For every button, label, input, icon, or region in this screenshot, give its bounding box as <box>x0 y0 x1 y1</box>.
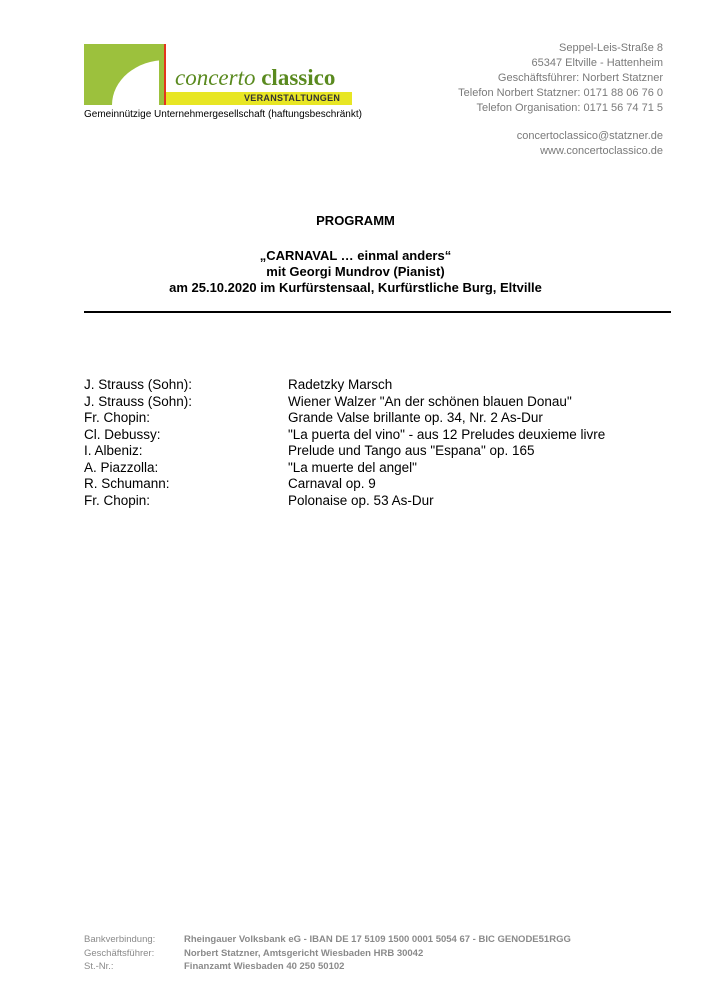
footer <box>84 933 571 974</box>
piece: Wiener Walzer "An der schönen blauen Donau" <box>288 393 572 409</box>
logo-wordmark <box>175 66 335 89</box>
event-title <box>0 248 711 296</box>
event-title-line-2: mit Georgi Mundrov (Pianist) <box>266 264 445 279</box>
program-item <box>84 460 605 477</box>
piece: Radetzky Marsch <box>288 377 393 392</box>
footer-row <box>84 933 571 947</box>
event-title-line-3: am 25.10.2020 im Kurfürstensaal, Kurfürstliche Burg, Eltville <box>169 280 542 295</box>
program-heading: PROGRAMM <box>316 213 395 228</box>
piece: "La muerte del angel" <box>288 459 417 475</box>
logo-subtitle: VERANSTALTUNGEN <box>244 93 341 103</box>
program-item <box>84 377 605 394</box>
composer: A. Piazzolla: <box>84 459 159 475</box>
footer-label: Bankverbindung: <box>84 934 156 945</box>
footer-label: Geschäftsführer: <box>84 947 155 959</box>
footer-label: St.-Nr.: <box>84 961 114 972</box>
logo-name-bold: classico <box>261 65 336 90</box>
logo-shape-top <box>84 44 166 60</box>
composer: I. Albeniz: <box>84 443 143 458</box>
footer-row <box>84 960 571 974</box>
composer: J. Strauss (Sohn): <box>84 393 193 409</box>
composer: J. Strauss (Sohn): <box>84 377 193 392</box>
address-street: Seppel-Leis-Straße 8 <box>559 42 663 54</box>
address-manager: Geschäftsführer: Norbert Statzner <box>497 72 663 84</box>
program-item <box>84 443 605 460</box>
piece: Polonaise op. 53 As-Dur <box>288 492 434 508</box>
composer: Cl. Debussy: <box>84 426 161 442</box>
composer: Fr. Chopin: <box>84 492 151 508</box>
program-item <box>84 476 605 493</box>
address-phone-1: Telefon Norbert Statzner: 0171 88 06 76 0 <box>458 87 663 99</box>
event-title-line-1: „CARNAVAL … einmal anders“ <box>259 248 452 263</box>
address-email[interactable]: concertoclassico@statzner.de <box>516 130 663 142</box>
composer: R. Schumann: <box>84 476 170 491</box>
company-tagline: Gemeinnützige Unternehmergesellschaft (haftungsbeschränkt) <box>84 109 362 120</box>
program-item <box>84 394 605 411</box>
program-list <box>84 377 605 509</box>
footer-row <box>84 947 571 961</box>
address-website[interactable]: www.concertoclassico.de <box>540 145 663 157</box>
piece: Carnaval op. 9 <box>288 476 376 491</box>
composer: Fr. Chopin: <box>84 410 151 425</box>
footer-value: Norbert Statzner, Amtsgericht Wiesbaden HRB 30042 <box>184 947 424 959</box>
program-item <box>84 410 605 427</box>
piece: Grande Valse brillante op. 34, Nr. 2 As-Dur <box>288 410 543 425</box>
address-block <box>458 41 663 159</box>
address-phone-2: Telefon Organisation: 0171 56 74 71 5 <box>476 102 663 114</box>
program-item <box>84 427 605 444</box>
heading-divider <box>84 311 671 313</box>
program-item <box>84 493 605 510</box>
logo-name-italic: concerto <box>175 65 256 90</box>
footer-value: Rheingauer Volksbank eG - IBAN DE 17 5109 1500 0001 5054 67 - BIC GENODE51RGG <box>184 934 571 945</box>
address-city: 65347 Eltville - Hattenheim <box>531 57 663 69</box>
piece: Prelude und Tango aus "Espana" op. 165 <box>288 443 535 458</box>
footer-value: Finanzamt Wiesbaden 40 250 50102 <box>184 961 345 972</box>
piece: "La puerta del vino" - aus 12 Preludes deuxieme livre <box>288 426 606 442</box>
